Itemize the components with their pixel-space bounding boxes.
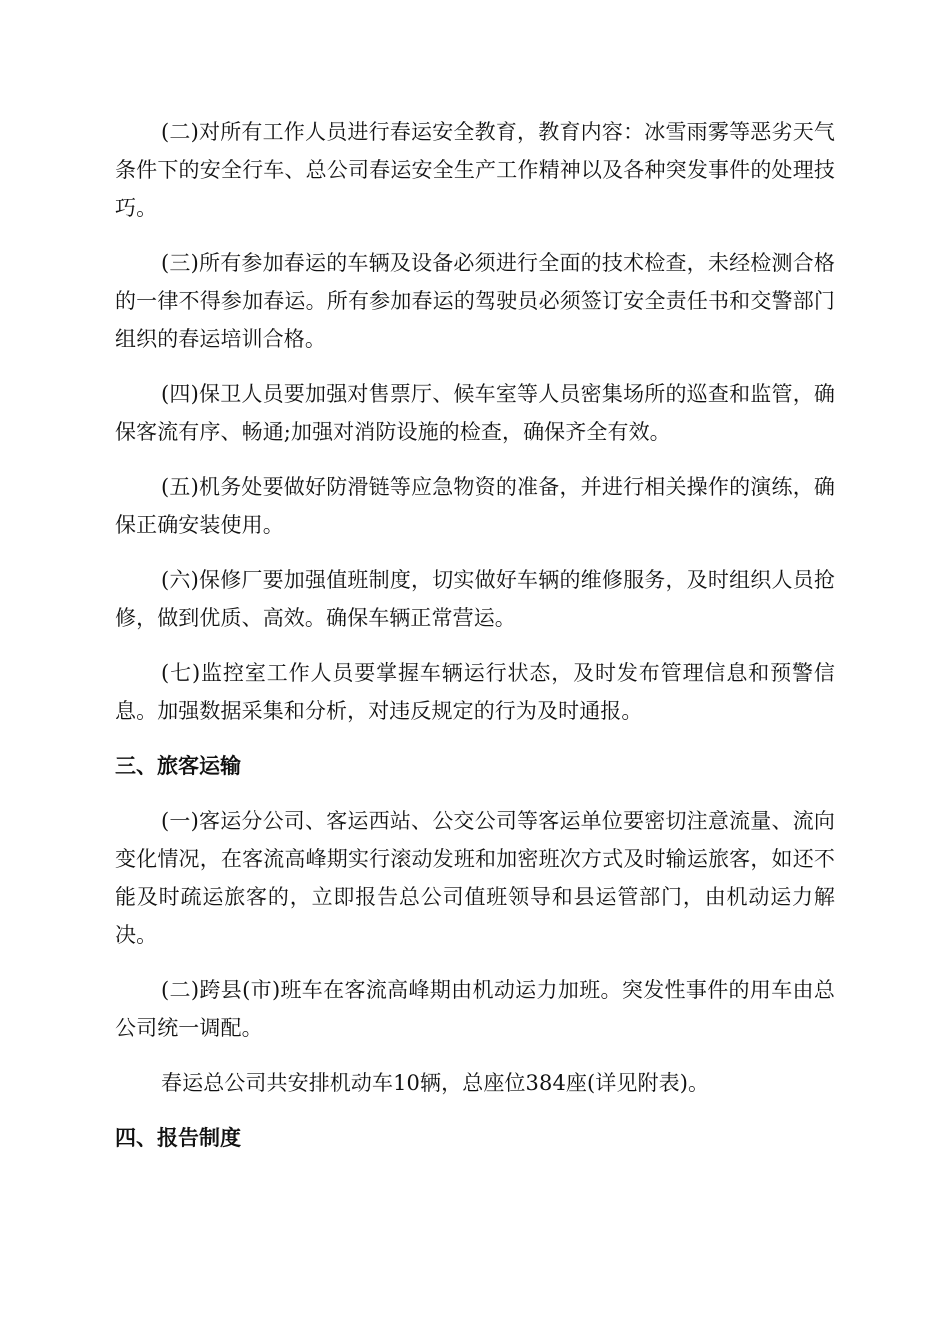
paragraph-reserve-vehicles: 春运总公司共安排机动车10辆，总座位384座(详见附表)。 <box>161 1071 710 1095</box>
paragraph-passenger-units: (一)客运分公司、客运西站、公交公司等客运单位要密切注意流量、流向变化情况，在客流高峰期实行滚动发班和加密班次方式及时输运旅客，如还不能及时疏运旅客的，立即报告总公司值班领导和县运管部门，由机动运力解决。 <box>115 809 835 947</box>
paragraph-security-staff: (四)保卫人员要加强对售票厅、候车室等人员密集场所的巡查和监管，确保客流有序、畅通;加强对消防设施的检查，确保齐全有效。 <box>115 382 835 444</box>
section-heading-passenger-transport: 三、旅客运输 <box>115 754 241 778</box>
paragraph-monitoring-room: (七)监控室工作人员要掌握车辆运行状态，及时发布管理信息和预警信息。加强数据采集和分析，对违反规定的行为及时通报。 <box>115 661 835 723</box>
paragraph-emergency-supplies: (五)机务处要做好防滑链等应急物资的准备，并进行相关操作的演练，确保正确安装使用。 <box>115 475 835 537</box>
paragraph-safety-education: (二)对所有工作人员进行春运安全教育，教育内容：冰雪雨雾等恶劣天气条件下的安全行车、总公司春运安全生产工作精神以及各种突发事件的处理技巧。 <box>115 120 835 220</box>
document-body <box>115 113 835 1174</box>
paragraph-repair-duty: (六)保修厂要加强值班制度，切实做好车辆的维修服务，及时组织人员抢修，做到优质、高效。确保车辆正常营运。 <box>115 568 835 630</box>
section-heading-reporting-system: 四、报告制度 <box>115 1126 241 1150</box>
paragraph-cross-county-buses: (二)跨县(市)班车在客流高峰期由机动运力加班。突发性事件的用车由总公司统一调配。 <box>115 978 835 1040</box>
paragraph-vehicle-inspection: (三)所有参加春运的车辆及设备必须进行全面的技术检查，未经检测合格的一律不得参加春运。所有参加春运的驾驶员必须签订安全责任书和交警部门组织的春运培训合格。 <box>115 251 835 351</box>
